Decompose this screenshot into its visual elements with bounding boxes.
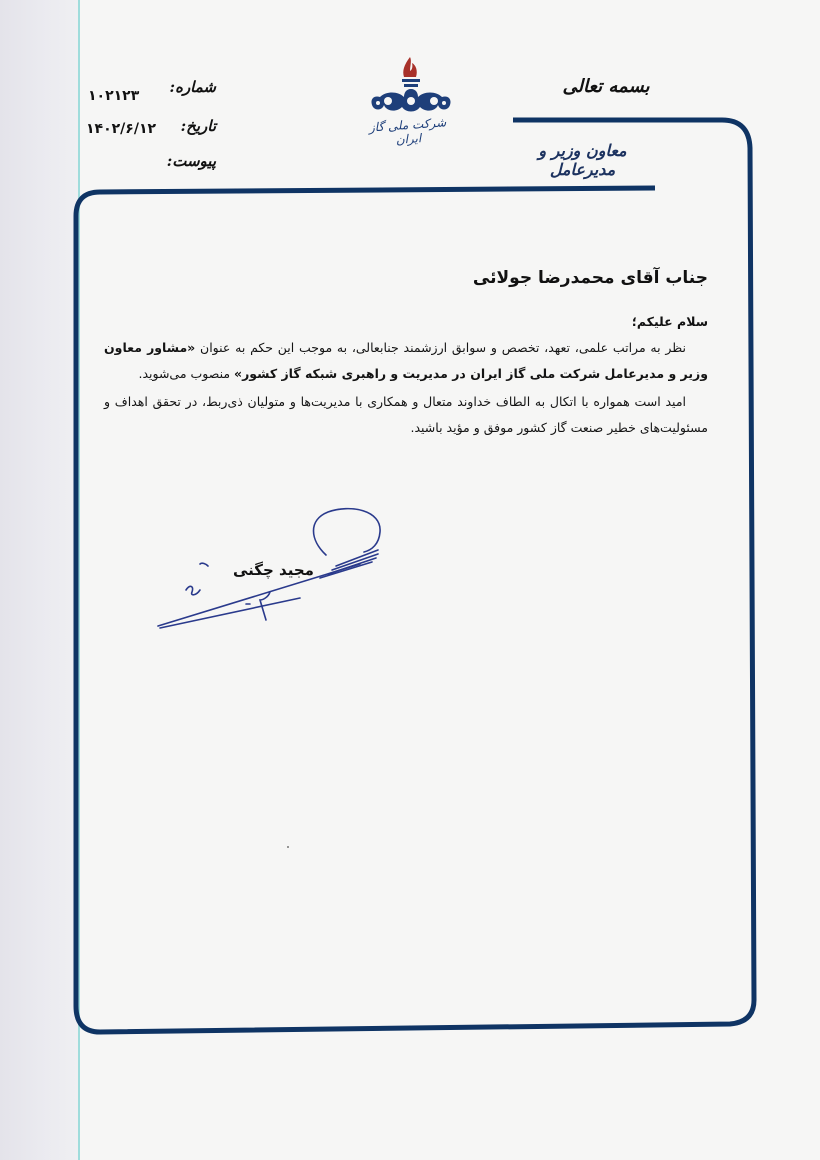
number-row [86, 78, 216, 104]
paragraph1-intro: نظر به مراتب علمی، تعهد، تخصص و سوابق ارزشمند جنابعالی، به موجب این حکم به عنوان [195, 340, 686, 355]
appointment-paragraph [104, 335, 708, 387]
attachment-label: پیوست: [166, 152, 216, 170]
signer-name: مجید چگنی [233, 561, 314, 579]
date-value: ۱۴۰۲/۶/۱۲ [86, 121, 157, 137]
appointment-title: «مشاور معاون وزیر و مدیرعامل شرکت ملی گاز ایران در مدیریت و راهبری شبکه گاز کشور» [104, 340, 708, 381]
department-title: معاون وزیر و مدیرعامل [538, 141, 627, 179]
date-row [86, 117, 216, 139]
letter-body [104, 268, 708, 443]
number-value: ۱۰۲۱۲۳ [88, 88, 140, 104]
organization-name: شرکت ملی گاز ایران [368, 115, 447, 147]
scan-speck [287, 846, 289, 848]
bismillah-heading: بسمه تعالی [562, 76, 650, 97]
date-label: تاریخ: [180, 117, 216, 135]
number-label: شماره: [169, 78, 216, 96]
recipient: جناب آقای محمدرضا جولائی [472, 268, 708, 288]
paragraph1-outro: منصوب می‌شوید. [138, 366, 235, 381]
attachment-row [86, 152, 216, 174]
closing-paragraph: امید است همواره با اتکال به الطاف خداوند متعال و همکاری با مدیریت‌ها و متولیان ذی‌ربط، در تحقق اهداف و مسئولیت‌های خطیر صنعت گاز کشور موفق و مؤید باشید. [104, 394, 708, 435]
salutation: سلام علیکم؛ [631, 314, 708, 329]
